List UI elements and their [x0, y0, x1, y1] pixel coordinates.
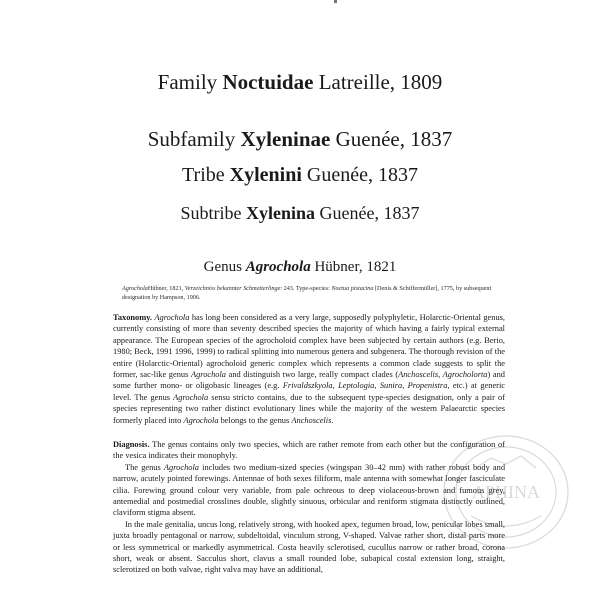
ref-text-1: Hübner, 1821,: [147, 285, 185, 292]
watermark-text: APHINA: [471, 482, 541, 502]
watermark-seal: [436, 428, 576, 556]
genus-author: Hübner, 1821: [314, 259, 397, 275]
tribe-heading: [0, 164, 600, 187]
tax-italic-4: Frivaldszkyola, Leptologia, Sunira, Propenistra,: [282, 381, 450, 391]
diag-text-2b: includes two medium-sized species (wingspan 30–42 mm) with rather robust body and narrow, acutely pointed forewings. Antennae of both sexes filiform, male antenna with somewhat longer fasciculate cilia. Forewing ground colour very variable, from pale ochreous to deep violaceous-brown and fumous grey, antemedial and postmedial crosslines double, slightly sinuous, orbicular and reniform stigmata distinctly outlined, claviform stigma absent.: [113, 462, 506, 518]
type-species-reference: [122, 285, 506, 302]
diag-text-3: In the male genitalia, uncus long, relatively strong, with hooked apex, tegumen broad, low, penicular lobes small, juxta broadly pentagonal or narrow, subdeltoidal, vinculum strong, V-shaped. Valvae rather short, distal parts more or less symmetrical or markedly asymmetrical. Costa heavily sclerotised, cucullus narrow or rather broad, corona short, weak or absent. Sacculus short, clavus a small rounded lobe, subapical costal extension long, straight, sclerotized on both valvae, right valva may have an additional,: [113, 519, 505, 575]
taxonomy-paragraph: [113, 312, 505, 426]
tax-italic-3: Anchoscelis, Agrocholorta: [398, 370, 488, 380]
subfamily-name: Xyleninae: [240, 127, 331, 151]
ref-text-3: [Denis & Schiffermüller], 1775, by subsequent designation by Hampson, 1906.: [122, 285, 492, 301]
subfamily-author: Guenée, 1837: [335, 127, 453, 151]
diag-text-2a: The genus: [125, 462, 164, 472]
family-label: Family: [157, 70, 218, 94]
tribe-label: Tribe: [182, 164, 225, 186]
taxonomy-label: Taxonomy.: [113, 313, 153, 322]
subtribe-name: Xylenina: [246, 203, 316, 223]
genus-label: Genus: [203, 259, 242, 275]
page-mark: [334, 0, 337, 3]
taxonomy-section: [113, 312, 505, 426]
tax-text-6: sensu stricto contains, due to the subsequent type-species designation, only a pair of species representing two rather distinct evolutionary lines while the majority of the western Palaearctic species formerly placed into: [113, 392, 506, 425]
tax-italic-5: Agrochola: [173, 392, 209, 402]
diag-italic-2: Agrochola: [163, 462, 199, 472]
subtribe-label: Subtribe: [180, 203, 242, 223]
tax-italic-6: Agrochola: [183, 415, 219, 425]
tax-text-8: .: [331, 415, 334, 425]
genus-heading: [0, 259, 600, 276]
tribe-author: Guenée, 1837: [306, 164, 418, 186]
family-author: Latreille, 1809: [318, 70, 443, 94]
tax-italic-1: Agrochola: [154, 313, 190, 322]
tax-text-3: and distinguish two large, really compact clades (: [226, 370, 399, 380]
tax-text-4: ) and some further mono- or oligobasic lineages (e.g.: [113, 370, 505, 391]
ref-genus: Agrochola: [122, 285, 148, 292]
family-name: Noctuidae: [222, 70, 314, 94]
diagnosis-label: Diagnosis.: [113, 440, 150, 449]
ref-type-species: Noctua pistacina: [331, 285, 374, 292]
genus-name: Agrochola: [245, 259, 311, 275]
subtribe-author: Guenée, 1837: [319, 203, 420, 223]
subtribe-heading: [0, 203, 600, 224]
tax-text-5: etc.) at generic level. The genus: [113, 381, 505, 402]
tax-italic-2: Agrochola: [190, 370, 226, 380]
tax-italic-7: Anchoscelis: [291, 415, 332, 425]
diag-text-1: The genus contains only two species, which are rather remote from each other but the configuration of the vesica indicates their monophyly.: [113, 440, 505, 461]
tax-text-7: belongs to the genus: [218, 415, 292, 425]
subfamily-heading: [0, 127, 600, 152]
tribe-name: Xylenini: [229, 164, 302, 186]
ref-work-title: Verzeichniss bekannter Schmetterlinge: [184, 285, 281, 292]
ref-text-2: : 243. Type-species:: [280, 285, 332, 292]
subfamily-label: Subfamily: [147, 127, 236, 151]
family-heading: [0, 70, 600, 95]
tax-text-2: has long been considered as a very large, supposedly polyphyletic, Holarctic-Oriental genus, currently consisting of more than seventy described species the majority of which having a fairly typical external appearance. The European species of the agrocholoid complex have been subjected by certain authors (e.g. Berio, 1980; Beck, 1991 1996, 1999) to radical splitting into numerous genera and subgenera. The thorough revision of the entire (Holarctic-Oriental) agrocholoid generic complex which represents a common clade suggests to split the former, sac-like genus: [113, 313, 505, 380]
